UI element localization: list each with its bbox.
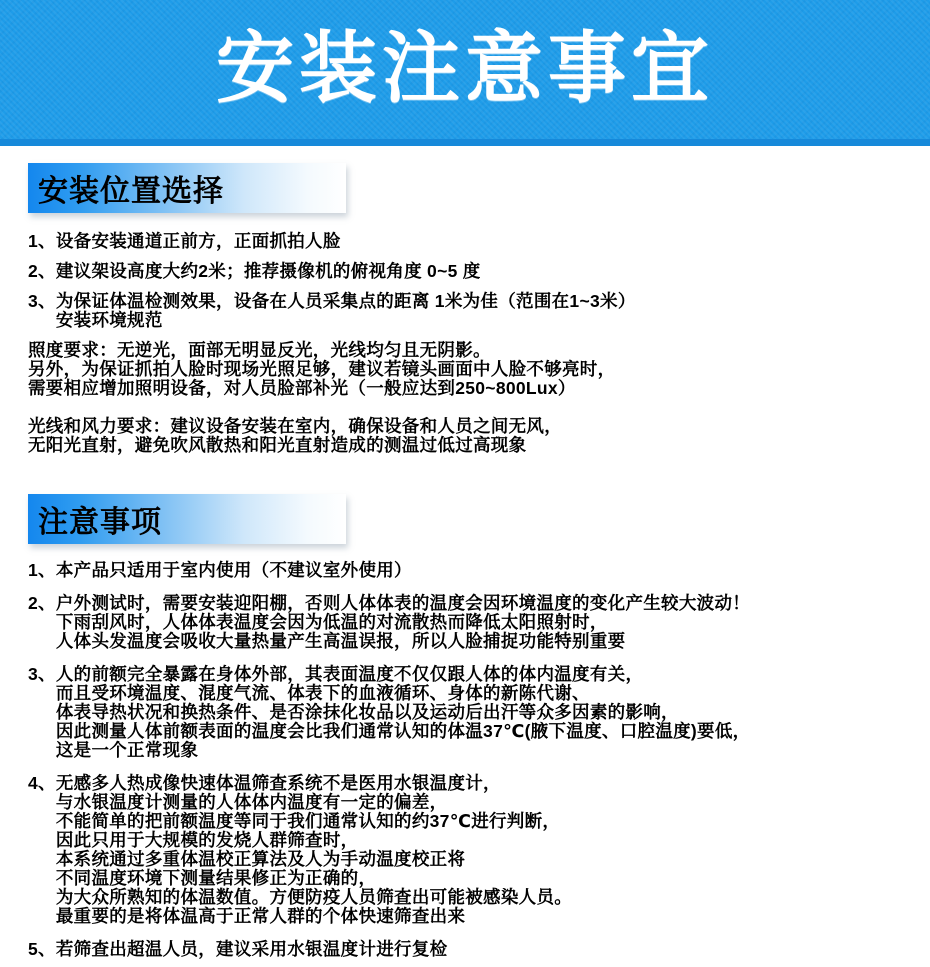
item-line: 最重要的是将体温高于正常人群的个体快速筛查出来 <box>55 906 466 926</box>
item-line: 下雨刮风时，人体体表温度会因为低温的对流散热而降低太阳照射时， <box>55 612 608 632</box>
list-item <box>28 594 912 651</box>
paragraph-line: 另外，为保证抓拍人脸时现场光照足够，建议若镜头画面中人脸不够亮时， <box>28 359 616 379</box>
list-item <box>28 774 912 926</box>
item-number: 2、 <box>28 261 56 281</box>
item-line: 与水银温度计测量的人体体内温度有一定的偏差， <box>55 792 448 812</box>
section-heading-label: 安装位置选择 <box>38 175 224 208</box>
list-item <box>28 292 912 330</box>
item-line: 人的前额完全暴露在身体外部，其表面温度不仅仅跟人体的体内温度有关， <box>55 664 644 684</box>
item-number: 3、 <box>28 291 56 311</box>
banner <box>0 0 930 146</box>
item-text <box>56 561 912 580</box>
item-line: 不同温度环境下测量结果修正为正确的， <box>55 868 377 888</box>
item-text <box>56 940 912 959</box>
section <box>28 163 912 455</box>
item-list <box>28 561 912 959</box>
list-item <box>28 232 912 251</box>
item-number: 1、 <box>28 231 56 251</box>
item-line: 若筛查出超温人员，建议采用水银温度计进行复检 <box>55 939 448 959</box>
item-number: 2、 <box>28 593 56 613</box>
item-line: 人体头发温度会吸收大量热量产生高温误报，所以人脸捕捉功能特别重要 <box>55 631 626 651</box>
item-text <box>56 292 912 330</box>
item-line: 设备安装通道正前方，正面抓拍人脸 <box>55 231 341 251</box>
item-number: 1、 <box>28 560 56 580</box>
item-line: 本系统通过多重体温校正算法及人为手动温度校正将 <box>55 849 466 869</box>
list-item <box>28 940 912 959</box>
item-line: 为保证体温检测效果，设备在人员采集点的距离 1米为佳（范围在1~3米） <box>55 291 636 311</box>
content <box>0 163 930 959</box>
item-line: 不能简单的把前额温度等同于我们通常认知的约37℃进行判断， <box>55 811 561 831</box>
section <box>28 494 912 959</box>
item-number: 5、 <box>28 939 56 959</box>
list-item <box>28 561 912 580</box>
section-heading <box>28 494 346 544</box>
item-line: 因此测量人体前额表面的温度会比我们通常认知的体温37℃(腋下温度、口腔温度)要低， <box>55 721 751 741</box>
item-line: 为大众所熟知的体温数值。方便防疫人员筛查出可能被感染人员。 <box>55 887 573 907</box>
paragraph-line: 照度要求：无逆光，面部无明显反光，光线均匀且无阴影。 <box>28 340 491 360</box>
paragraphs <box>28 341 912 455</box>
item-list <box>28 232 912 330</box>
item-number: 4、 <box>28 773 56 793</box>
item-text <box>56 594 912 651</box>
paragraph-line: 光线和风力要求：建议设备安装在室内，确保设备和人员之间无风， <box>28 416 562 436</box>
section-heading-label: 注意事项 <box>38 506 162 539</box>
item-line: 户外测试时，需要安装迎阳棚，否则人体体表的温度会因环境温度的变化产生较大波动！ <box>55 593 751 613</box>
list-item <box>28 665 912 760</box>
item-text <box>56 232 912 251</box>
item-text <box>56 665 912 760</box>
item-line: 安装环境规范 <box>55 310 163 330</box>
item-number: 3、 <box>28 664 56 684</box>
item-line: 体表导热状况和换热条件、是否涂抹化妆品以及运动后出汗等众多因素的影响， <box>55 702 679 722</box>
item-line: 无感多人热成像快速体温筛查系统不是医用水银温度计， <box>55 773 501 793</box>
item-text <box>56 774 912 926</box>
page-title: 安装注意事宜 <box>215 24 714 112</box>
paragraph-line: 无阳光直射，避免吹风散热和阳光直射造成的测温过低过高现象 <box>28 435 527 455</box>
paragraph-block <box>28 341 912 398</box>
item-line: 本产品只适用于室内使用（不建议室外使用） <box>55 560 412 580</box>
item-line: 而且受环境温度、混度气流、体表下的血液循环、身体的新陈代谢、 <box>55 683 590 703</box>
paragraph-line: 需要相应增加照明设备，对人员脸部补光（一般应达到250~800Lux） <box>28 378 576 398</box>
item-line: 建议架设高度大约2米；推荐摄像机的俯视角度 0~5 度 <box>55 261 481 281</box>
paragraph-block <box>28 417 912 455</box>
item-text <box>56 262 912 281</box>
list-item <box>28 262 912 281</box>
item-line: 因此只用于大规模的发烧人群筛查时， <box>55 830 359 850</box>
item-line: 这是一个正常现象 <box>55 740 199 760</box>
section-heading <box>28 163 346 213</box>
